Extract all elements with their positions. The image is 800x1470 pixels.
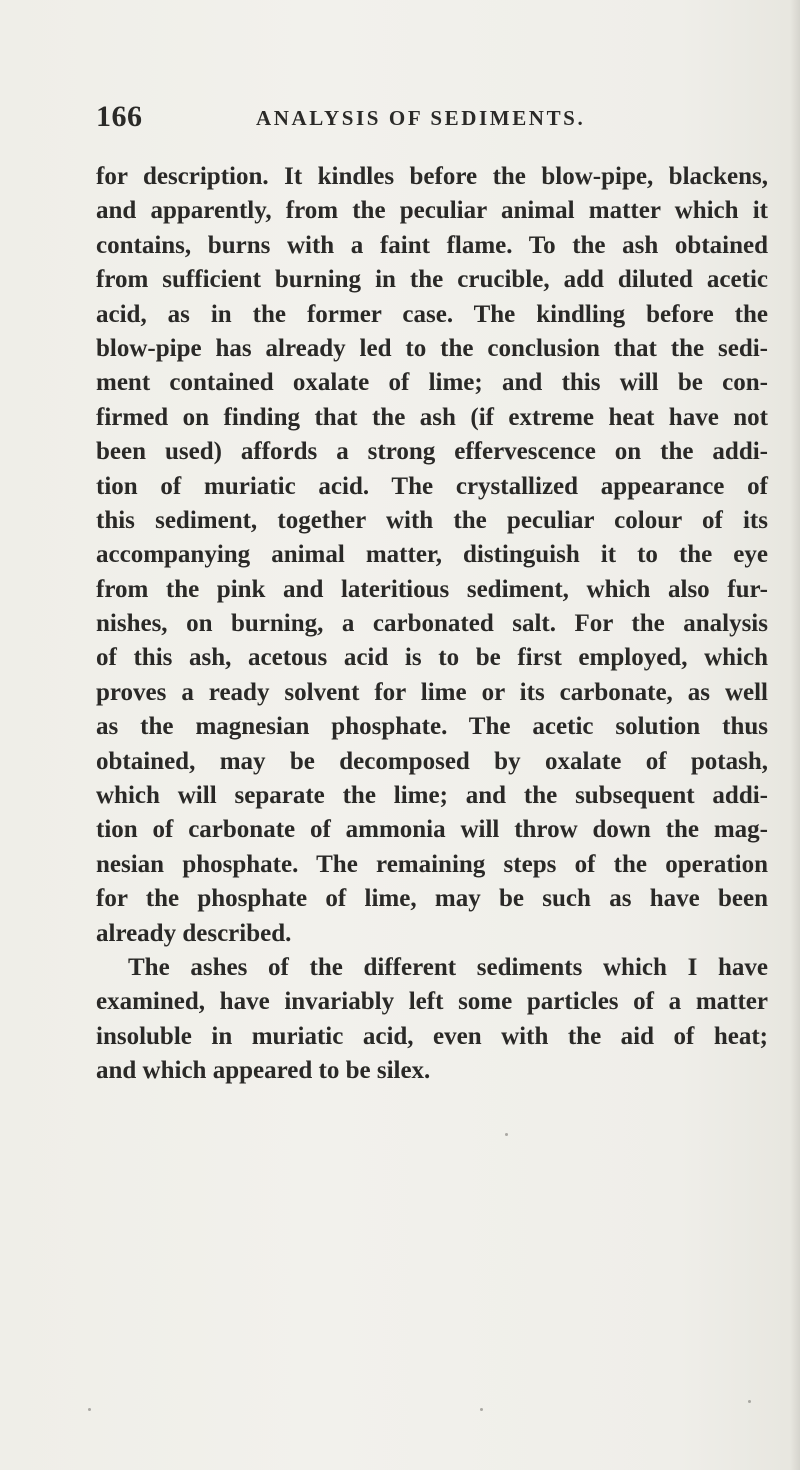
text-line: for description. It kindles before the blow-pipe, blackens,	[96, 163, 768, 190]
text-line: The ashes of the different sediments which I have	[128, 953, 768, 981]
text-line: and apparently, from the peculiar animal matter which it	[96, 197, 768, 225]
text-line: tion of muriatic acid. The crystallized appearance of	[96, 472, 768, 500]
paper-speck	[480, 1408, 483, 1411]
page-edge-shadow	[790, 0, 800, 1470]
body-text	[96, 160, 768, 1089]
running-head	[96, 96, 716, 136]
text-line: from sufficient burning in the crucible, add diluted acetic	[96, 266, 768, 294]
paper-speck	[748, 1400, 751, 1403]
paragraph-1	[96, 160, 768, 951]
text-line: for the phosphate of lime, may be such as have been	[96, 885, 768, 913]
paper-speck	[88, 1408, 91, 1411]
text-line: already described.	[96, 919, 292, 947]
text-line: contains, burns with a faint flame. To the ash obtained	[96, 231, 768, 259]
text-line: obtained, may be decomposed by oxalate of potash,	[96, 747, 768, 775]
paper-speck	[505, 1133, 508, 1136]
text-line: acid, as in the former case. The kindling before the	[96, 300, 768, 328]
text-line: this sediment, together with the peculiar colour of its	[96, 506, 768, 534]
text-line: from the pink and lateritious sediment, which also fur-	[96, 575, 768, 603]
text-line: examined, have invariably left some particles of a matter	[96, 988, 768, 1016]
text-line: as the magnesian phosphate. The acetic solution thus	[96, 713, 768, 741]
paragraph-2	[96, 951, 768, 1089]
text-line: of this ash, acetous acid is to be first employed, which	[96, 644, 768, 672]
page-number: 166	[96, 100, 143, 133]
text-line: which will separate the lime; and the subsequent addi-	[96, 782, 768, 810]
text-line: insoluble in muriatic acid, even with the aid of heat;	[96, 1022, 768, 1050]
text-line: nesian phosphate. The remaining steps of the operation	[96, 850, 768, 878]
text-line: nishes, on burning, a carbonated salt. For the analysis	[96, 610, 768, 638]
text-line: ment contained oxalate of lime; and this will be con-	[96, 369, 768, 397]
text-line: accompanying animal matter, distinguish it to the eye	[96, 541, 768, 569]
text-line: tion of carbonate of ammonia will throw down the mag-	[96, 816, 768, 844]
text-line: proves a ready solvent for lime or its carbonate, as well	[96, 678, 768, 706]
text-line: blow-pipe has already led to the conclusion that the sedi-	[96, 334, 768, 362]
running-title: ANALYSIS OF SEDIMENTS.	[256, 106, 586, 130]
text-line: been used) affords a strong effervescence on the addi-	[96, 438, 768, 466]
text-line: and which appeared to be silex.	[96, 1057, 431, 1085]
text-line: firmed on finding that the ash (if extreme heat have not	[96, 403, 768, 431]
